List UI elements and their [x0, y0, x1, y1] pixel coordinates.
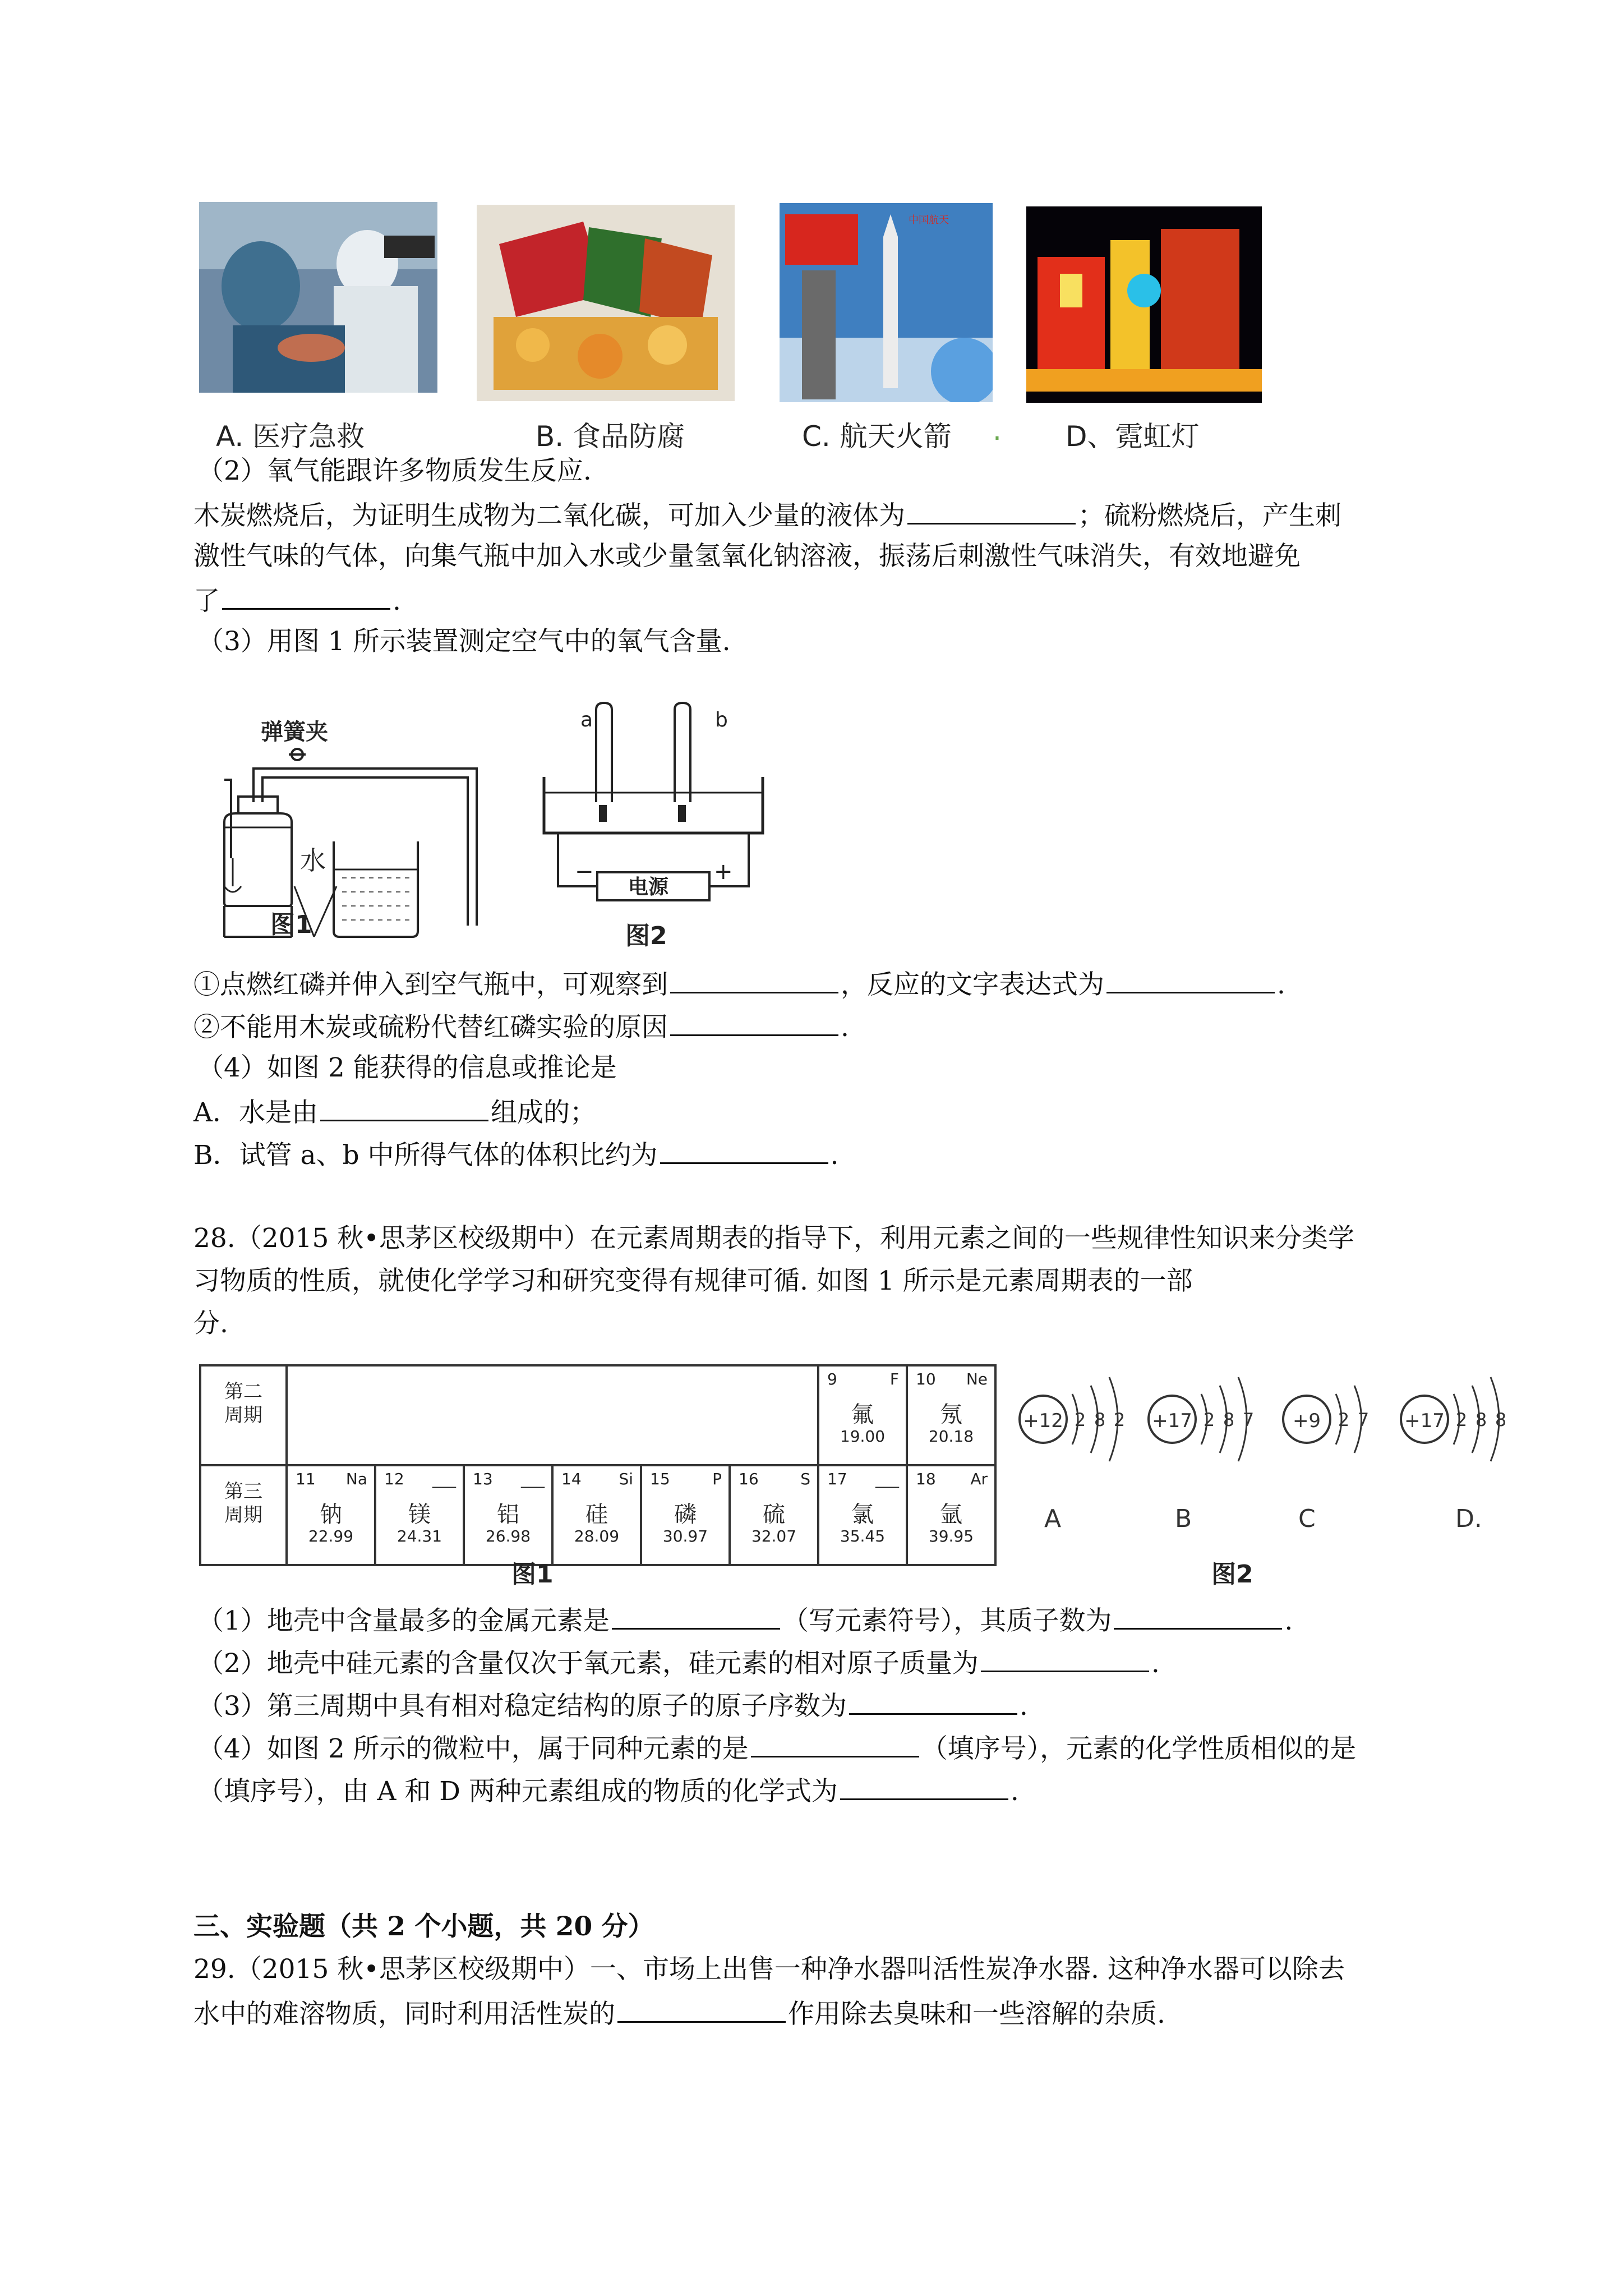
water-tank — [544, 777, 763, 833]
figure-1-apparatus — [191, 707, 527, 976]
q28-s2-pre: （2）地壳中硅元素的含量仅次于氧元素，硅元素的相对原子质量为 — [197, 1648, 979, 1679]
q28-s3-pre: （3）第三周期中具有相对稳定结构的原子的原子序数为 — [197, 1691, 847, 1722]
atom-label-c: C — [1298, 1504, 1316, 1533]
q29-line2 — [193, 1995, 1165, 2031]
svg-text:8: 8 — [1475, 1409, 1487, 1430]
q28-answer-blank-1[interactable] — [612, 1602, 780, 1630]
fig2-minus: − — [575, 859, 594, 885]
q4-b-pre: B．试管 a、b 中所得气体的体积比约为 — [193, 1140, 658, 1171]
figure-2-electrolysis — [536, 698, 771, 912]
q28-answer-blank-2[interactable] — [1114, 1602, 1282, 1630]
atom-diagram-a — [1020, 1377, 1125, 1461]
caption-c-dot: . — [993, 414, 1002, 447]
caption-d: D、霓虹灯 — [1066, 420, 1200, 453]
period-3-row — [200, 1465, 995, 1565]
q2-line1 — [193, 497, 1341, 533]
q2-line1-pre: 木炭燃烧后，为证明生成物为二氧化碳，可加入少量的液体为 — [193, 500, 905, 531]
q2-line3 — [193, 582, 401, 618]
atom-diagrams — [1009, 1358, 1525, 1526]
atom-figure-2-caption: 图2 — [1211, 1560, 1253, 1589]
period-2-label: 第二 周期 — [200, 1365, 287, 1465]
water-beaker — [334, 841, 418, 937]
svg-text:+12: +12 — [1023, 1410, 1063, 1432]
q2-answer-blank-1[interactable] — [907, 497, 1076, 524]
element-cell-si: 14 Si 硅 28.09 — [552, 1465, 641, 1565]
atom-diagram-c — [1283, 1386, 1369, 1453]
q3-heading: （3）用图 1 所示装置测定空气中的氧气含量. — [197, 626, 731, 657]
q4-answer-blank-b[interactable] — [660, 1137, 828, 1164]
element-cell-ne: 10 Ne 氖 20.18 — [907, 1365, 995, 1465]
q28-answer-blank-6[interactable] — [840, 1773, 1008, 1800]
atom-label-a: A — [1044, 1504, 1062, 1533]
q3-answer-blank-3[interactable] — [670, 1009, 838, 1036]
q28-s1-post: . — [1284, 1605, 1293, 1636]
q4-answer-blank-a[interactable] — [320, 1094, 488, 1121]
figure-1-caption: 图1 — [270, 910, 312, 939]
fig1-clip-label: 弹簧夹 — [261, 719, 328, 745]
photo-neon-lights — [1026, 206, 1262, 403]
q2-line2: 激性气味的气体，向集气瓶中加入水或少量氢氧化钠溶液，振荡后刺激性气味消失，有效地避免 — [193, 541, 1301, 572]
q3-line2-post: . — [841, 1012, 849, 1043]
q28-answer-blank-3[interactable] — [981, 1645, 1149, 1672]
q4-a-pre: A．水是由 — [193, 1097, 318, 1128]
periodic-table-excerpt — [199, 1364, 997, 1566]
period-3-label: 第三 周期 — [200, 1465, 287, 1565]
q3-line2 — [193, 1009, 849, 1045]
caption-c: C. 航天火箭 — [802, 420, 952, 453]
element-cell-p: 15 P 磷 30.97 — [641, 1465, 730, 1565]
q28-line2: 习物质的性质，就使化学学习和研究变得有规律可循. 如图 1 所示是元素周期表的一部 — [193, 1266, 1193, 1296]
q28-s5-pre: （填序号），由 A 和 D 两种元素组成的物质的化学式为 — [197, 1776, 838, 1807]
period-2-row — [200, 1365, 995, 1465]
q28-s1 — [197, 1602, 1293, 1638]
q4-b — [193, 1137, 838, 1172]
svg-text:+9: +9 — [1292, 1410, 1321, 1432]
q3-line1-pre: ①点燃红磷并伸入到空气瓶中，可观察到 — [193, 969, 668, 1000]
period-2-empty — [287, 1365, 818, 1465]
q28-s4 — [197, 1730, 1356, 1766]
rocket-banner: 中国航天 — [909, 214, 949, 226]
q28-s3-post: . — [1019, 1691, 1028, 1722]
svg-text:2: 2 — [1455, 1409, 1468, 1430]
section-3-heading: 三、实验题（共 2 个小题，共 20 分） — [193, 1911, 654, 1942]
element-cell-al: 13 ___ 铝 26.98 — [464, 1465, 552, 1565]
q4-b-post: . — [830, 1140, 839, 1171]
photo-space-rocket — [780, 203, 993, 402]
q3-line2-pre: ②不能用木炭或硫粉代替红磷实验的原因 — [193, 1012, 668, 1043]
q2-line3-pre: 了 — [193, 586, 220, 616]
photo-medical-emergency — [199, 202, 437, 393]
q4-heading: （4）如图 2 能获得的信息或推论是 — [197, 1052, 617, 1083]
figure-2-caption: 图2 — [625, 922, 667, 950]
q3-answer-blank-1[interactable] — [670, 966, 838, 993]
caption-b: B. 食品防腐 — [536, 420, 685, 453]
q28-answer-blank-4[interactable] — [849, 1687, 1017, 1715]
q2-line3-post: . — [393, 586, 401, 616]
q28-s5-post: . — [1010, 1776, 1019, 1807]
svg-text:+17: +17 — [1404, 1410, 1445, 1432]
atom-label-b: B — [1175, 1504, 1192, 1533]
svg-text:2: 2 — [1203, 1409, 1215, 1430]
caption-a: A. 医疗急救 — [216, 420, 365, 453]
q28-s4-post: （填序号），元素的化学性质相似的是 — [921, 1733, 1357, 1764]
svg-text:8: 8 — [1094, 1409, 1106, 1430]
element-cell-mg: 12 ___ 镁 24.31 — [375, 1465, 464, 1565]
svg-text:8: 8 — [1223, 1409, 1235, 1430]
svg-text:8: 8 — [1495, 1409, 1507, 1430]
test-tube-a — [596, 703, 612, 802]
q28-s3 — [197, 1687, 1028, 1723]
q3-line1 — [193, 966, 1285, 1002]
svg-text:7: 7 — [1357, 1409, 1370, 1430]
q28-s2 — [197, 1645, 1160, 1681]
test-tube-b — [675, 703, 690, 802]
element-cell-na: 11 Na 钠 22.99 — [287, 1465, 375, 1565]
q4-a — [193, 1094, 596, 1130]
q3-answer-blank-2[interactable] — [1106, 966, 1275, 993]
q28-s1-mid: （写元素符号），其质子数为 — [782, 1605, 1112, 1636]
element-cell-ar: 18 Ar 氩 39.95 — [907, 1465, 995, 1565]
q29-line1: 29.（2015 秋•思茅区校级期中）一、市场上出售一种净水器叫活性炭净水器. 这种净水器可以除去 — [193, 1954, 1345, 1985]
fig2-tube-a: a — [580, 708, 593, 731]
q3-line1-post: . — [1277, 969, 1285, 1000]
q28-s4-pre: （4）如图 2 所示的微粒中，属于同种元素的是 — [197, 1733, 749, 1764]
fig2-tube-b: b — [715, 708, 728, 731]
svg-text:2: 2 — [1074, 1409, 1086, 1430]
q28-s5 — [197, 1773, 1019, 1809]
atom-label-d: D. — [1455, 1504, 1482, 1533]
q2-answer-blank-2[interactable] — [222, 582, 390, 610]
svg-text:7: 7 — [1242, 1409, 1255, 1430]
atom-diagram-b — [1149, 1377, 1254, 1461]
q2-heading: （2）氧气能跟许多物质发生反应. — [197, 455, 592, 486]
svg-text:2: 2 — [1338, 1409, 1350, 1430]
fig2-plus: + — [714, 859, 733, 885]
q29-answer-blank-1[interactable] — [617, 1995, 786, 2023]
q3-line1-mid: ，反应的文字表达式为 — [841, 969, 1104, 1000]
q28-line1: 28.（2015 秋•思茅区校级期中）在元素周期表的指导下，利用元素之间的一些规律性知识来分类学 — [193, 1223, 1355, 1254]
q2-line1-post: ；硫粉燃烧后，产生刺 — [1078, 500, 1341, 531]
q28-line3: 分. — [193, 1308, 228, 1339]
q29-line2-pre: 水中的难溶物质，同时利用活性炭的 — [193, 1999, 615, 2030]
fig2-power-label: 电源 — [628, 876, 669, 899]
atom-diagram-d — [1401, 1377, 1506, 1461]
element-cell-cl: 17 ___ 氯 35.45 — [818, 1465, 907, 1565]
svg-text:+17: +17 — [1152, 1410, 1192, 1432]
fig1-water-label: 水 — [300, 845, 326, 876]
q28-s1-pre: （1）地壳中含量最多的金属元素是 — [197, 1605, 610, 1636]
element-cell-f: 9 F 氟 19.00 — [818, 1365, 907, 1465]
q4-a-post: 组成的； — [490, 1097, 596, 1128]
q29-line2-post: 作用除去臭味和一些溶解的杂质. — [788, 1999, 1165, 2030]
photo-food-preservation — [477, 205, 735, 401]
element-cell-s: 16 S 硫 32.07 — [730, 1465, 818, 1565]
svg-text:2: 2 — [1113, 1409, 1126, 1430]
q28-s2-post: . — [1151, 1648, 1160, 1679]
q28-answer-blank-5[interactable] — [751, 1730, 919, 1757]
table-figure-1-caption: 图1 — [511, 1560, 554, 1589]
